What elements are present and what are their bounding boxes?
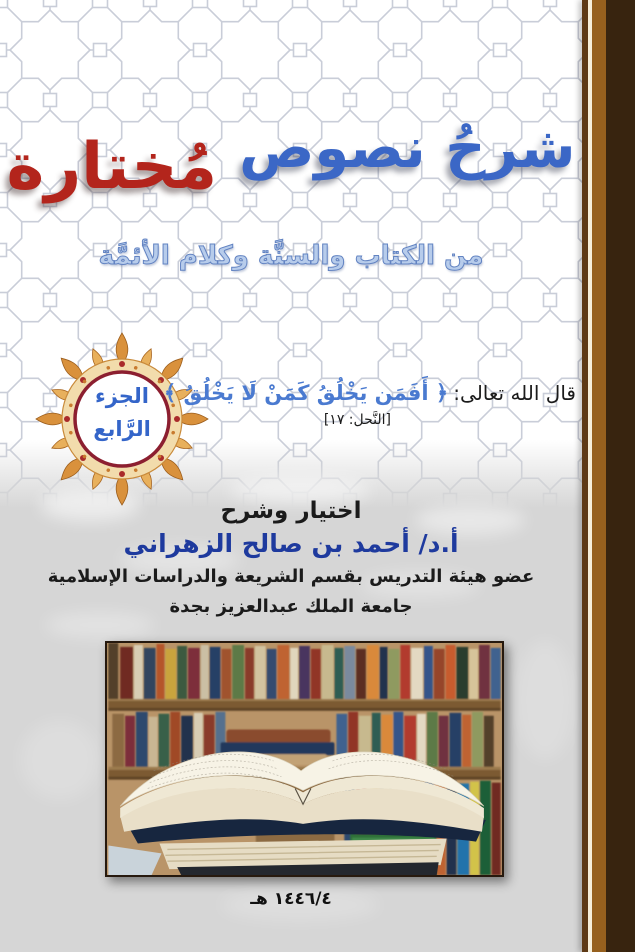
cover-spine [582, 0, 635, 952]
author-name: أ.د/ أحمد بن صالح الزهراني [123, 529, 459, 558]
subtitle: من الكتاب والسنَّة وكلام الأئمَّة [98, 241, 484, 271]
title-part-red: مُختارة [6, 130, 218, 204]
open-book-photo [105, 641, 504, 877]
title [0, 116, 582, 204]
spine-mid-stripe [592, 0, 606, 952]
verse-line [164, 381, 576, 405]
verse-intro: قال الله تعالى: [453, 381, 576, 405]
verse-reference: [النَّحل: ١٧] [323, 412, 391, 428]
quran-verse [164, 381, 576, 428]
author-role: عضو هيئة التدريس بقسم الشريعة والدراسات الإسلامية [47, 566, 535, 587]
publication-date: ١٤٤٦/٤ هـ [250, 889, 332, 909]
verse-text: ﴿ أَفَمَن يَخْلُقُ كَمَنْ لَا يَخْلُقُ ﴾ [163, 381, 449, 405]
author-university: جامعة الملك عبدالعزيز بجدة [169, 596, 413, 617]
spine-dark-band [606, 0, 635, 952]
selection-label: اختيار وشرح [220, 498, 362, 524]
title-part-blue: شرحُ نصوص [239, 116, 576, 181]
part-badge-line2: الرَّابع [93, 417, 151, 441]
part-badge-line1: الجزء [94, 384, 150, 408]
